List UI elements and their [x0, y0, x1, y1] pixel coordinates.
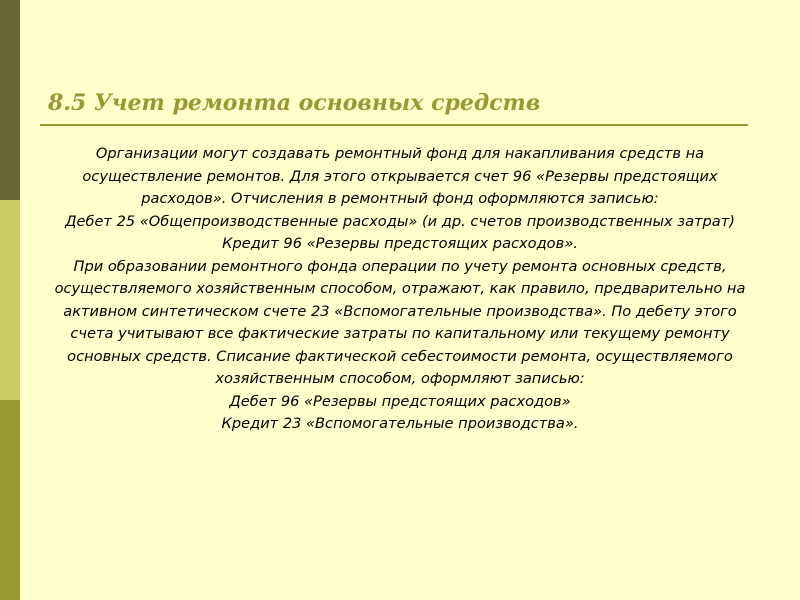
paragraph-repair-accounting: При образовании ремонтного фонда операции по учету ремонта основных средств, осуществляемого хозяйственным способом, отражают, как правило, предварительно на активном синтетическом счете 23 «Вспомогательные производства». По дебету этого счета учитывают все фактические затраты по капитальному или текущему ремонту основных средств. Списание фактической себестоимости ремонта, осуществляемого хозяйственным способом, оформляют записью:	[54, 257, 746, 387]
entry-debit-96: Дебет 96 «Резервы предстоящих расходов»	[229, 392, 571, 410]
decorative-side-bar	[0, 0, 20, 600]
entry-credit-96: Кредит 96 «Резервы предстоящих расходов».	[222, 235, 578, 252]
slide-title: 8.5 Учет ремонта основных средств	[48, 90, 541, 116]
entry-credit-23: Кредит 23 «Вспомогательные производства».	[221, 415, 579, 432]
entry-debit-25: Дебет 25 «Общепроизводственные расходы» (и др. счетов производственных затрат)	[65, 212, 735, 230]
side-bar-segment-medium	[0, 400, 20, 600]
side-bar-segment-dark	[0, 0, 20, 200]
title-underline	[40, 124, 748, 126]
side-bar-segment-light	[0, 200, 20, 400]
slide-body	[40, 143, 760, 436]
paragraph-repair-fund: Организации могут создавать ремонтный фонд для накапливания средств на осуществление ремонтов. Для этого открывается счет 96 «Резервы предстоящих расходов». Отчисления в ремонтный фонд оформляются записью:	[82, 145, 718, 207]
